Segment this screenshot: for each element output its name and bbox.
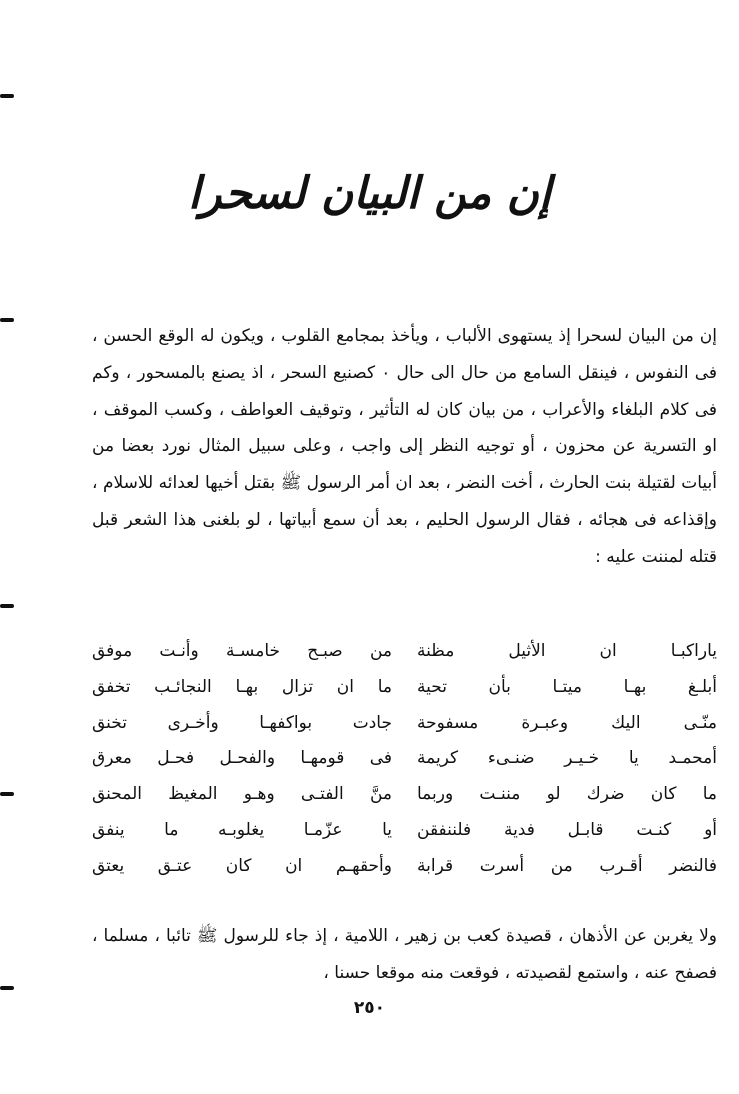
poem-verse (92, 634, 717, 670)
poem-verse (92, 849, 717, 885)
page-number: ٢٥٠ (353, 998, 386, 1018)
verse-second-hemistich: فى قومهـا والفحـل فحـل معرق (92, 748, 392, 769)
verse-first-hemistich: أمحمـد يا خـيـر ضنـىء كريمة (417, 748, 717, 769)
verse-second-hemistich: وأحقهـم ان كان عتـق يعتق (92, 855, 392, 876)
poem-verse (92, 813, 717, 849)
margin-mark (0, 94, 14, 98)
poem-verse (92, 777, 717, 813)
poem-verse (92, 741, 717, 777)
margin-mark (0, 986, 14, 990)
verse-first-hemistich: أبلـغ بهـا ميتـا بأن تحية (417, 676, 717, 697)
verse-first-hemistich: ياراكبـا ان الأثيل مظنة (417, 641, 717, 661)
poem (92, 634, 717, 885)
poem-verse (92, 706, 717, 742)
verse-first-hemistich: أو كنـت قابـل فدية فلننفقن (417, 819, 717, 840)
verse-first-hemistich: ما كان ضرك لو مننـت وربما (417, 784, 717, 805)
poem-verse (92, 670, 717, 706)
margin-mark (0, 604, 14, 608)
verse-second-hemistich: ما ان تزال بهـا النجائـب تخفق (92, 676, 392, 697)
body-paragraph: ولا يغربن عن الأذهان ، قصيدة كعب بن زهير ، اللامية ، إذ جاء للرسول ﷺ تائبا ، مسلما ، فصفح عنه ، واستمع لقصيدته ، فوقعت منه موقعا حسنا ، (92, 926, 717, 983)
margin-mark (0, 318, 14, 322)
body-paragraph: إن من البيان لسحرا إذ يستهوى الألباب ، ويأخذ بمجامع القلوب ، ويكون له الوقع الحسن ، فى النفوس ، فينقل السامع من حال الى حال ٠ كصنيع السحر ، اذ يصنع بالمسحور ، وكم فى كلام البلغاء والأعراب ، من بيان كان له التأثير ، وتوقيف العواطف ، وكسب الموقف ، او التسرية عن محزون ، أو توجيه النظر إلى واجب ، وعلى سبيل المثال نورد بعضا من أبيات لقتيلة بنت الحارث ، أخت النضر ، بعد ان أمر الرسول ﷺ بقتل أخيها لعدائه للاسلام ، وإقذاعه فى هجائه ، فقال الرسول الحليم ، بعد أن سمع أبياتها ، لو بلغنى هذا الشعر قبل قتله لمننت عليه : (92, 326, 717, 567)
verse-second-hemistich: يا عزّمـا يغلوبـه ما ينفق (92, 819, 392, 840)
verse-second-hemistich: من صبـح خامسـة وأنـت موفق (92, 641, 392, 661)
verse-first-hemistich: منّـى اليك وعبـرة مسفوحة (417, 712, 717, 733)
verse-second-hemistich: منَّ الفتـى وهـو المغيظ المحنق (92, 784, 392, 805)
page-title: إن من البيان لسحرا (187, 168, 552, 219)
verse-second-hemistich: جادت بواكفهـا وأخـرى تخنق (92, 712, 392, 733)
margin-mark (0, 792, 14, 796)
verse-first-hemistich: فالنضر أقـرب من أسرت قرابة (417, 855, 717, 876)
